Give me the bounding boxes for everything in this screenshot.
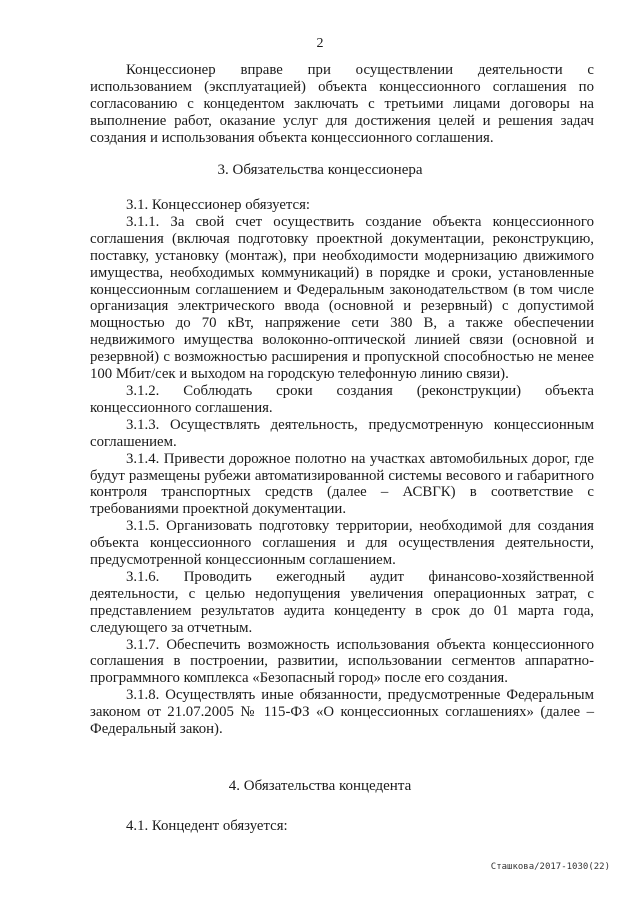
intro-block xyxy=(90,62,594,147)
section-4-body xyxy=(90,818,594,835)
section-3-lead: 3.1. Концессионер обязуется: xyxy=(126,197,311,213)
clause-3-1-4: 3.1.4. Привести дорожное полотно на участках автомобильных дорог, где будут размещены рубежи автоматизированной системы весового и габаритного контроля транспортных средств (далее – АСВГК) в соответствие с требованиями проектной документации. xyxy=(90,450,594,518)
section-3-heading: 3. Обязательства концессионера xyxy=(217,162,423,178)
footer-doc-code: Сташкова/2017-1030(22) xyxy=(490,862,610,872)
clause-3-1-8: 3.1.8. Осуществлять иные обязанности, предусмотренные Федеральным законом от 21.07.2005 № 115-ФЗ «О концессионных соглашениях» (далее – Федеральный закон). xyxy=(90,687,594,738)
section-4-heading: 4. Обязательства концедента xyxy=(228,778,412,794)
section-4-lead: 4.1. Концедент обязуется: xyxy=(126,818,288,834)
clause-3-1-1: 3.1.1. За свой счет осуществить создание объекта концессионного соглашения (включая подготовку проектной документации, реконструкцию, поставку, установку (монтаж), при необходимости модернизацию движимого имущества, необходимых коммуникаций) в порядке и сроки, установленные концессионным соглашением и Федеральным законодательством (в том числе организация электрического ввода (основной и резервный) с допустимой мощностью до 70 кВт, напряжение сети 380 В, а также обеспечении недвижимого имущества волоконно-оптической линией связи (основной и резервной) с возможностью расширения и пропускной способностью не менее 100 Мбит/сек и выходом на городскую телефонную линию связи). xyxy=(90,213,594,383)
clause-3-1-6: 3.1.6. Проводить ежегодный аудит финансово-хозяйственной деятельности, с целью недопущения увеличения операционных затрат, с представлением результатов аудита концеденту в срок до 01 марта года, следующего за отчетным. xyxy=(90,568,594,636)
clause-3-1-3: 3.1.3. Осуществлять деятельность, предусмотренную концессионным соглашением. xyxy=(90,416,594,450)
clause-3-1-2: 3.1.2. Соблюдать сроки создания (реконструкции) объекта концессионного соглашения. xyxy=(90,382,594,416)
clause-3-1-7: 3.1.7. Обеспечить возможность использования объекта концессионного соглашения в построении, развитии, использовании сегментов аппаратно-программного комплекса «Безопасный город» после его создания. xyxy=(90,636,594,687)
intro-paragraph: Концессионер вправе при осуществлении деятельности с использованием (эксплуатацией) объекта концессионного соглашения по согласованию с концедентом заключать с третьими лицами договоры на выполнение работ, оказание услуг для достижения целей и решения задач создания и использования объекта концессионного соглашения. xyxy=(90,62,594,146)
clause-3-1-5: 3.1.5. Организовать подготовку территории, необходимой для создания объекта концессионного соглашения и для осуществления деятельности, предусмотренной концессионным соглашением. xyxy=(90,518,594,569)
section-3-body xyxy=(90,197,594,738)
page-number: 2 xyxy=(316,36,324,51)
